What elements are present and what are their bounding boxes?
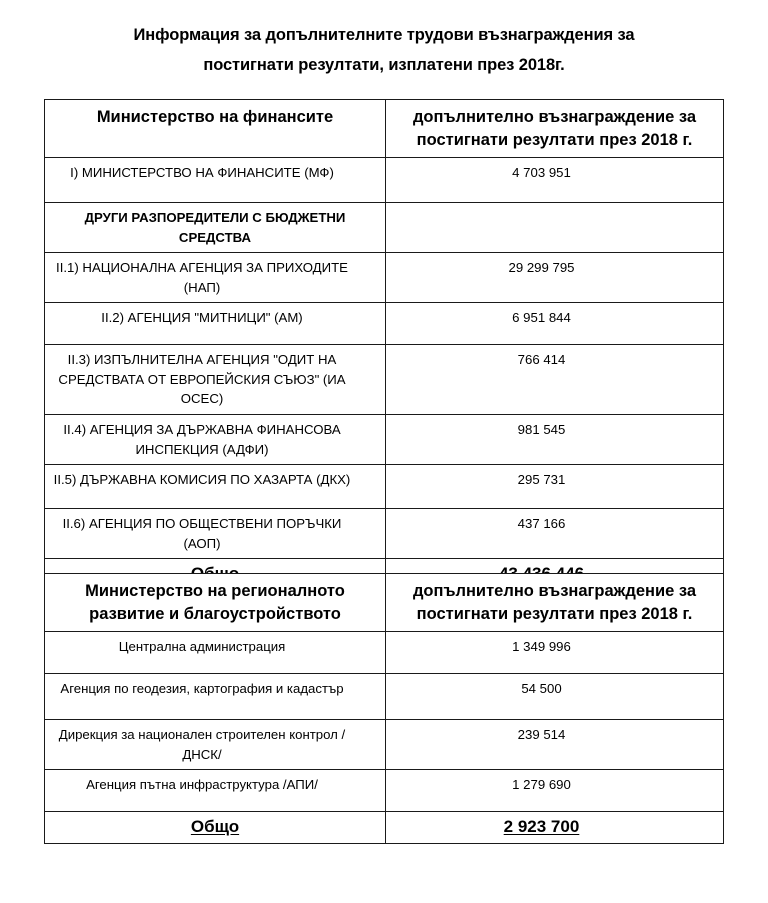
row-label: ДРУГИ РАЗПОРЕДИТЕЛИ С БЮДЖЕТНИ СРЕДСТВА <box>84 210 346 245</box>
row-value: 295 731 <box>517 472 566 487</box>
table-two-header-value-line-2: постигнати резултати през 2018 г. <box>416 605 693 623</box>
row-label: II.6) АГЕНЦИЯ ПО ОБЩЕСТВЕНИ ПОРЪЧКИ (АОП) <box>62 516 342 551</box>
table-row <box>45 465 724 509</box>
row-value-cell <box>386 770 724 812</box>
table-one-header-label: Министерство на финансите <box>96 108 334 126</box>
table-row <box>45 720 724 770</box>
row-label-cell <box>45 303 386 345</box>
table-row-group-heading <box>45 203 724 253</box>
row-label: II.4) АГЕНЦИЯ ЗА ДЪРЖАВНА ФИНАНСОВА ИНСПЕКЦИЯ (АДФИ) <box>63 422 341 457</box>
table-one-header-value-line-1: допълнително възнаграждение за <box>412 108 697 126</box>
row-value-cell <box>386 303 724 345</box>
table-one-header-label-cell <box>45 100 386 158</box>
table-row <box>45 253 724 303</box>
table-row <box>45 770 724 812</box>
row-label: II.3) ИЗПЪЛНИТЕЛНА АГЕНЦИЯ "ОДИТ НА СРЕДСТВАТА ОТ ЕВРОПЕЙСКИЯ СЪЮЗ" (ИА ОСЕС) <box>58 352 346 406</box>
page-title-line-1: Информация за допълнителните трудови възнаграждения за <box>133 26 635 44</box>
row-label: Агенция пътна инфраструктура /АПИ/ <box>86 777 318 792</box>
row-label-cell <box>45 720 386 770</box>
row-value: 766 414 <box>517 352 566 367</box>
ministry-of-regional-development-table <box>44 573 724 844</box>
row-label-cell <box>45 465 386 509</box>
row-label: Агенция по геодезия, картография и кадастър <box>60 681 344 696</box>
row-value: 4 703 951 <box>512 165 571 180</box>
row-value-cell <box>386 509 724 559</box>
row-label-cell <box>45 415 386 465</box>
row-label-cell <box>45 509 386 559</box>
row-value-cell <box>386 253 724 303</box>
table-header-row <box>45 574 724 632</box>
table-two-header-value-line-1: допълнително възнаграждение за <box>412 582 697 600</box>
row-value-cell <box>386 345 724 415</box>
total-value-cell <box>386 812 724 844</box>
ministry-of-finance-table <box>44 99 724 590</box>
row-label: I) МИНИСТЕРСТВО НА ФИНАНСИТЕ (МФ) <box>70 165 334 180</box>
row-value: 54 500 <box>521 681 562 696</box>
row-label-cell <box>45 203 386 253</box>
total-label-cell <box>45 812 386 844</box>
table-row <box>45 674 724 720</box>
row-value: 6 951 844 <box>512 310 571 325</box>
row-value: 239 514 <box>517 727 566 742</box>
row-value: 1 279 690 <box>512 777 571 792</box>
table-total-row <box>45 812 724 844</box>
row-value-cell <box>386 158 724 203</box>
row-value-cell <box>386 720 724 770</box>
table-row <box>45 509 724 559</box>
row-label: Дирекция за национален строителен контрол /ДНСК/ <box>58 727 346 762</box>
total-value: 2 923 700 <box>503 817 580 836</box>
table-row <box>45 345 724 415</box>
row-value: 29 299 795 <box>508 260 575 275</box>
total-value-wrap <box>386 812 723 842</box>
row-label-cell <box>45 345 386 415</box>
row-label: Централна администрация <box>118 639 286 654</box>
table-one-header-value <box>386 100 723 157</box>
row-label-cell <box>45 158 386 203</box>
row-label: II.1) НАЦИОНАЛНА АГЕНЦИЯ ЗА ПРИХОДИТЕ (НАП) <box>56 260 348 295</box>
table-two-header-label <box>45 574 385 631</box>
row-value-cell <box>386 465 724 509</box>
table-row <box>45 632 724 674</box>
total-label-wrap <box>45 812 385 842</box>
row-label: II.2) АГЕНЦИЯ "МИТНИЦИ" (АМ) <box>101 310 303 325</box>
table-row <box>45 415 724 465</box>
row-label-cell <box>45 632 386 674</box>
row-value: 437 166 <box>517 516 566 531</box>
table-header-row <box>45 100 724 158</box>
row-label: II.5) ДЪРЖАВНА КОМИСИЯ ПО ХАЗАРТА (ДКХ) <box>53 472 351 487</box>
page-title-line-2: постигнати резултати, изплатени през 2018г. <box>203 56 565 74</box>
table-row <box>45 158 724 203</box>
table-two-header-value-cell <box>386 574 724 632</box>
row-label-cell <box>45 674 386 720</box>
table-two-header-value <box>386 574 723 631</box>
table-two-header-label-line-1: Министерство на регионалното <box>85 582 345 600</box>
row-label-cell <box>45 253 386 303</box>
total-label: Общо <box>190 817 240 836</box>
row-value: 981 545 <box>517 422 566 437</box>
row-label-cell <box>45 770 386 812</box>
row-value-cell <box>386 632 724 674</box>
row-value-cell <box>386 415 724 465</box>
table-one-header-value-cell <box>386 100 724 158</box>
table-one-header-value-line-2: постигнати резултати през 2018 г. <box>416 131 693 149</box>
row-value <box>386 203 723 213</box>
table-row <box>45 303 724 345</box>
table-two-header-label-line-2: развитие и благоустройството <box>89 605 341 623</box>
row-value-cell <box>386 674 724 720</box>
row-value-cell <box>386 203 724 253</box>
row-value: 1 349 996 <box>512 639 571 654</box>
table-two-header-label-cell <box>45 574 386 632</box>
page-title <box>60 20 708 80</box>
